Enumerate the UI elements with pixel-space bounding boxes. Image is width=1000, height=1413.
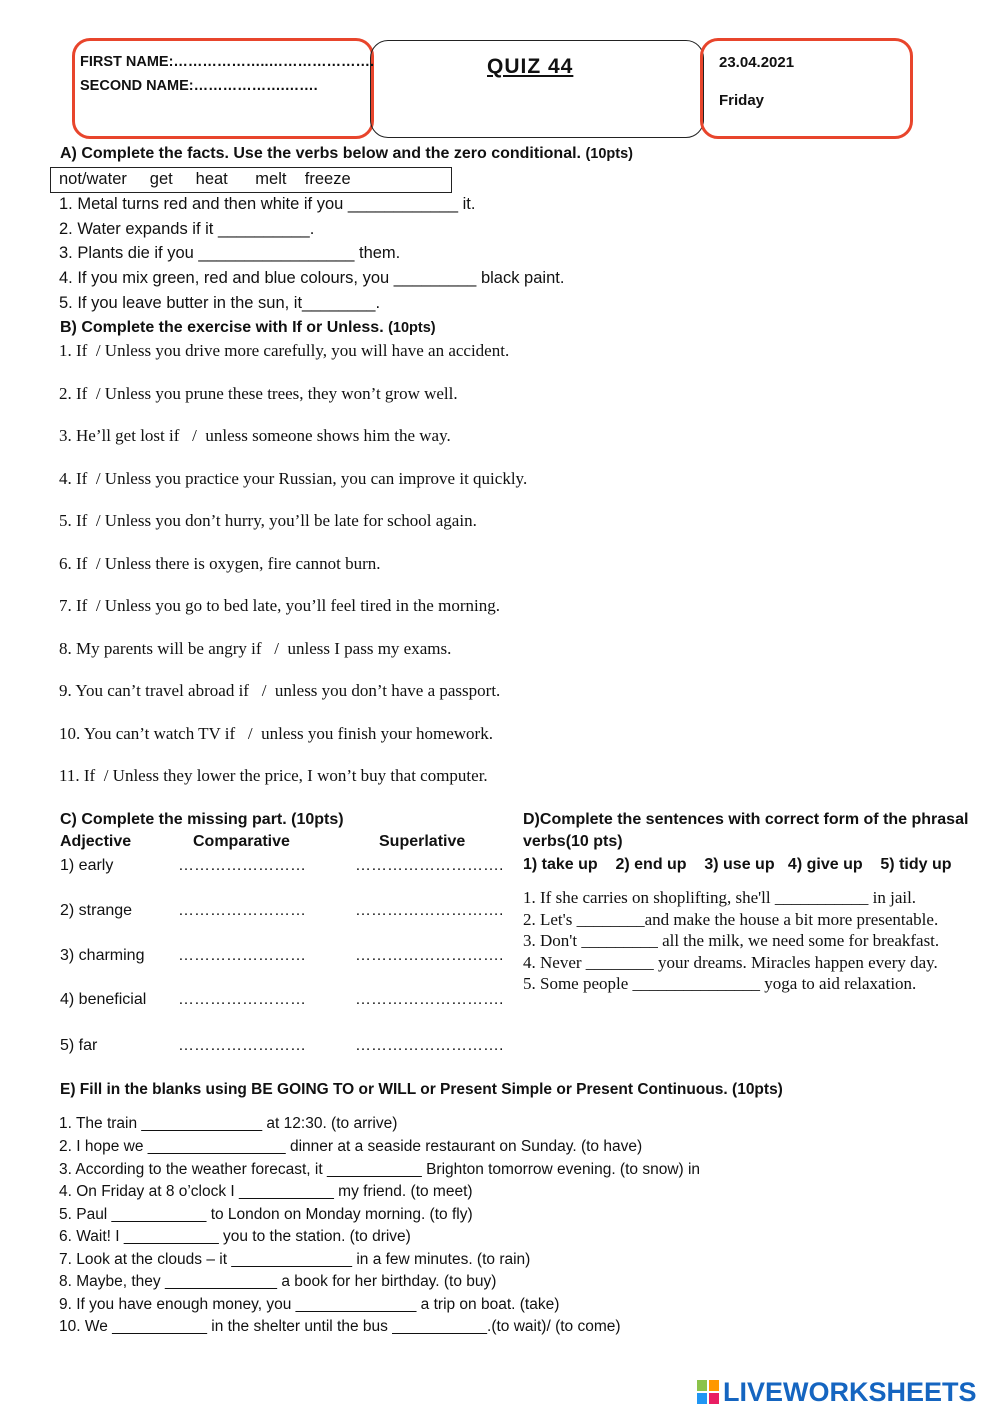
section-b-item-11: 11. If / Unless they lower the price, I won’t buy that computer. xyxy=(59,766,488,785)
section-a-item-5: 5. If you leave butter in the sun, it________. xyxy=(59,294,381,312)
section-b-item-9: 9. You can’t travel abroad if / unless you don’t have a passport. xyxy=(59,681,501,700)
section-d-item-3: 3. Don't _________ all the milk, we need some for breakfast. xyxy=(523,931,940,950)
section-d-item-5: 5. Some people _______________ yoga to aid relaxation. xyxy=(523,974,917,993)
section-e-item-8: 8. Maybe, they _____________ a book for her birthday. (to buy) xyxy=(59,1273,497,1290)
sup-blank-1[interactable]: ………………………. xyxy=(355,857,504,874)
section-b-heading xyxy=(60,319,436,337)
section-d-heading-line1: D)Complete the sentences with correct form of the phrasal xyxy=(523,811,969,828)
section-a-item-3: 3. Plants die if you _________________ them. xyxy=(59,244,401,262)
section-b-item-10: 10. You can’t watch TV if / unless you finish your homework. xyxy=(59,724,493,743)
col-comparative: Comparative xyxy=(193,833,290,850)
section-e-item-7: 7. Look at the clouds – it ______________ in a few minutes. (to rain) xyxy=(59,1251,531,1268)
section-a-item-2: 2. Water expands if it __________. xyxy=(59,220,315,238)
adj-row-2: 2) strange xyxy=(60,902,133,919)
section-b-item-1: 1. If / Unless you drive more carefully, you will have an accident. xyxy=(59,341,510,360)
quiz-title: QUIZ 44 xyxy=(487,55,574,78)
section-b-item-8: 8. My parents will be angry if / unless I pass my exams. xyxy=(59,639,452,658)
phrasal-verbs-list: 1) take up 2) end up 3) use up 4) give up 5) tidy up xyxy=(523,856,952,873)
sup-blank-3[interactable]: ………………………. xyxy=(355,947,504,964)
section-d-item-4: 4. Never ________ your dreams. Miracles happen every day. xyxy=(523,953,938,972)
comp-blank-1[interactable]: …………………… xyxy=(178,857,306,874)
section-e-item-1: 1. The train ______________ at 12:30. (to arrive) xyxy=(59,1115,398,1132)
section-d-item-1: 1. If she carries on shoplifting, she'll ___________ in jail. xyxy=(523,888,917,907)
comp-blank-5[interactable]: …………………… xyxy=(178,1037,306,1054)
logo-grid-icon xyxy=(697,1380,721,1406)
sup-blank-5[interactable]: ………………………. xyxy=(355,1037,504,1054)
adj-row-3: 3) charming xyxy=(60,947,145,964)
second-name-field[interactable]: SECOND NAME:……………….……. xyxy=(80,78,318,94)
sup-blank-2[interactable]: ………………………. xyxy=(355,902,504,919)
section-d-item-2: 2. Let's ________and make the house a bit more presentable. xyxy=(523,910,939,929)
adj-row-1: 1) early xyxy=(60,857,114,874)
quiz-day: Friday xyxy=(719,92,765,109)
quiz-date: 23.04.2021 xyxy=(719,54,795,71)
section-b-item-2: 2. If / Unless you prune these trees, they won’t grow well. xyxy=(59,384,458,403)
section-e-item-9: 9. If you have enough money, you ______________ a trip on boat. (take) xyxy=(59,1296,560,1313)
section-c-heading: C) Complete the missing part. (10pts) xyxy=(60,811,344,828)
adj-row-4: 4) beneficial xyxy=(60,991,147,1008)
section-e-item-3: 3. According to the weather forecast, it ___________ Brighton tomorrow evening. (to snow) in xyxy=(59,1161,701,1178)
comp-blank-2[interactable]: …………………… xyxy=(178,902,306,919)
section-b-item-6: 6. If / Unless there is oxygen, fire cannot burn. xyxy=(59,554,381,573)
section-b-item-5: 5. If / Unless you don’t hurry, you’ll be late for school again. xyxy=(59,511,477,530)
section-b-title: B) Complete the exercise with If or Unless. xyxy=(60,319,384,336)
adj-row-5: 5) far xyxy=(60,1037,98,1054)
section-b-item-3: 3. He’ll get lost if / unless someone shows him the way. xyxy=(59,426,451,445)
section-e-item-10: 10. We ___________ in the shelter until the bus ___________.(to wait)/ (to come) xyxy=(59,1318,621,1335)
section-b-item-4: 4. If / Unless you practice your Russian, you can improve it quickly. xyxy=(59,469,528,488)
first-name-field[interactable]: FIRST NAME:………………..…………………. xyxy=(80,54,375,70)
logo-text: LIVEWORKSHEETS xyxy=(723,1377,977,1407)
section-a-heading xyxy=(60,145,633,163)
section-b-points: (10pts) xyxy=(388,320,436,336)
section-a-title: A) Complete the facts. Use the verbs below and the zero conditional. xyxy=(60,145,581,162)
word-bank: not/water get heat melt freeze xyxy=(59,170,351,188)
section-d-heading-line2: verbs(10 pts) xyxy=(523,833,623,850)
section-a-item-1: 1. Metal turns red and then white if you ____________ it. xyxy=(59,195,476,213)
section-e-heading: E) Fill in the blanks using BE GOING TO or WILL or Present Simple or Present Continuous. (10pts) xyxy=(60,1081,783,1098)
col-adjective: Adjective xyxy=(60,833,132,850)
col-superlative: Superlative xyxy=(379,833,466,850)
section-e-item-5: 5. Paul ___________ to London on Monday morning. (to fly) xyxy=(59,1206,473,1223)
section-e-item-6: 6. Wait! I ___________ you to the station. (to drive) xyxy=(59,1228,411,1245)
comp-blank-4[interactable]: …………………… xyxy=(178,991,306,1008)
section-a-item-4: 4. If you mix green, red and blue colours, you _________ black paint. xyxy=(59,269,565,287)
comp-blank-3[interactable]: …………………… xyxy=(178,947,306,964)
section-e-item-2: 2. I hope we ________________ dinner at a seaside restaurant on Sunday. (to have) xyxy=(59,1138,643,1155)
sup-blank-4[interactable]: ………………………. xyxy=(355,991,504,1008)
section-a-points: (10pts) xyxy=(585,146,633,162)
section-b-item-7: 7. If / Unless you go to bed late, you’ll feel tired in the morning. xyxy=(59,596,500,615)
section-e-item-4: 4. On Friday at 8 o’clock I ___________ my friend. (to meet) xyxy=(59,1183,473,1200)
